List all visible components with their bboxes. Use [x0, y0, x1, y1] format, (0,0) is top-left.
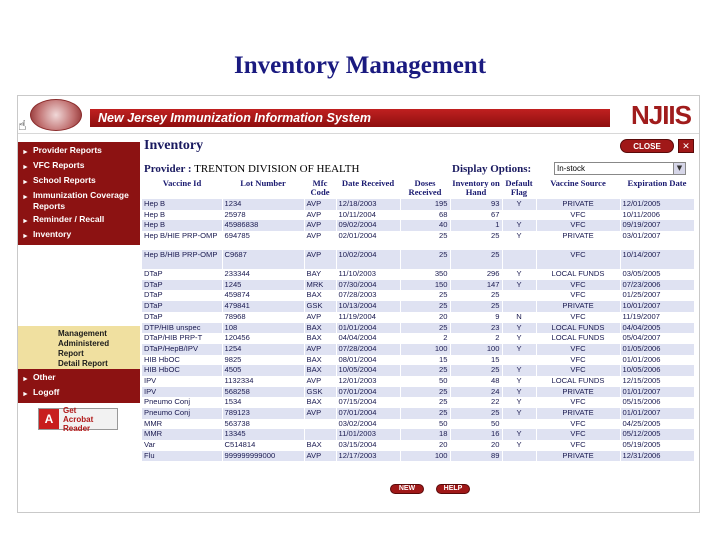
table-cell: 04/04/2004 — [336, 333, 400, 344]
table-cell: 12/17/2003 — [336, 451, 400, 462]
table-cell: 10/05/2006 — [620, 365, 694, 376]
table-cell: PRIVATE — [536, 301, 620, 312]
table-cell: 694785 — [222, 231, 304, 250]
table-cell: 01/25/2007 — [620, 290, 694, 301]
col-header-date-received[interactable]: Date Received — [336, 178, 400, 199]
table-cell: 25 — [450, 250, 502, 269]
table-cell: 11/19/2004 — [336, 312, 400, 323]
table-cell: MMR — [142, 419, 222, 430]
inventory-table-body — [142, 199, 694, 461]
table-row[interactable] — [142, 250, 694, 269]
app-title: New Jersey Immunization Information System — [98, 111, 371, 125]
table-cell: Y — [502, 220, 536, 231]
col-header-doses-received[interactable]: Doses Received — [400, 178, 450, 199]
table-cell: 07/28/2003 — [336, 290, 400, 301]
table-row[interactable] — [142, 301, 694, 312]
acrobat-text: Get Acrobat Reader — [63, 405, 94, 433]
arrow-right-icon: ► — [22, 391, 29, 398]
chevron-down-icon[interactable]: ▼ — [673, 163, 685, 174]
inventory-subnav — [18, 326, 140, 372]
table-row[interactable] — [142, 429, 694, 440]
table-cell: 100 — [400, 344, 450, 355]
table-cell: 100 — [400, 451, 450, 462]
table-cell: BAX — [304, 397, 336, 408]
arrow-right-icon: ► — [22, 179, 29, 186]
table-cell: Y — [502, 440, 536, 451]
table-cell: 01/01/2007 — [620, 408, 694, 419]
page-title: Inventory — [144, 138, 204, 153]
table-cell: 03/15/2004 — [336, 440, 400, 451]
subnav-item-detail-report[interactable]: Detail Report — [58, 359, 108, 368]
table-cell: Var — [142, 440, 222, 451]
table-cell: LOCAL FUNDS — [536, 269, 620, 280]
table-cell: Y — [502, 376, 536, 387]
table-cell: 25 — [450, 290, 502, 301]
table-cell: AVP — [304, 312, 336, 323]
table-cell: AVP — [304, 250, 336, 269]
table-cell: AVP — [304, 376, 336, 387]
table-cell: VFC — [536, 312, 620, 323]
sidebar-item-inventory[interactable]: ► Inventory — [22, 229, 72, 240]
sidebar-item-coverage-reports[interactable]: ► Immunization Coverage Reports — [22, 190, 129, 211]
table-cell: Y — [502, 269, 536, 280]
hand-cursor-icon: ☝ — [18, 118, 27, 134]
table-cell: 02/01/2004 — [336, 231, 400, 250]
table-cell: 12/18/2003 — [336, 199, 400, 210]
table-cell: 12/31/2006 — [620, 451, 694, 462]
table-cell: 1534 — [222, 397, 304, 408]
table-cell: AVP — [304, 408, 336, 419]
table-cell: 10/11/2006 — [620, 210, 694, 221]
table-cell: HIB HbOC — [142, 365, 222, 376]
table-cell: Hep B — [142, 220, 222, 231]
table-cell: HIB HbOC — [142, 355, 222, 366]
table-cell: 01/01/2004 — [336, 323, 400, 334]
table-cell: 10/01/2007 — [620, 301, 694, 312]
table-row[interactable] — [142, 210, 694, 221]
table-cell: 25 — [450, 408, 502, 419]
table-row[interactable] — [142, 323, 694, 334]
col-header-mfc-code[interactable]: Mfc Code — [304, 178, 336, 199]
table-cell: 20 — [400, 312, 450, 323]
table-cell: VFC — [536, 210, 620, 221]
table-cell: 03/05/2005 — [620, 269, 694, 280]
sidebar-item-provider-reports[interactable]: ► Provider Reports — [22, 145, 102, 156]
table-cell: 233344 — [222, 269, 304, 280]
table-cell: Y — [502, 280, 536, 291]
table-cell: 25 — [400, 301, 450, 312]
table-cell: 25 — [400, 387, 450, 398]
table-cell: 20 — [400, 440, 450, 451]
table-cell: AVP — [304, 199, 336, 210]
table-cell: 07/28/2004 — [336, 344, 400, 355]
table-cell: 147 — [450, 280, 502, 291]
table-cell: 16 — [450, 429, 502, 440]
table-cell: DTaP — [142, 312, 222, 323]
close-x-icon[interactable]: ✕ — [678, 139, 694, 153]
table-cell: 108 — [222, 323, 304, 334]
table-cell: 45986838 — [222, 220, 304, 231]
slide-title: Inventory Management — [233, 52, 487, 79]
table-cell: MRK — [304, 280, 336, 291]
table-row[interactable] — [142, 269, 694, 280]
table-cell: 07/01/2004 — [336, 387, 400, 398]
table-cell: 350 — [400, 269, 450, 280]
table-row[interactable] — [142, 451, 694, 462]
table-cell: 48 — [450, 376, 502, 387]
table-header-row — [142, 178, 694, 199]
table-cell: IPV — [142, 387, 222, 398]
help-button[interactable]: HELP — [436, 484, 470, 494]
table-row[interactable] — [142, 290, 694, 301]
inventory-table — [142, 178, 695, 461]
table-cell: Hep B/HIB PRP-OMP — [142, 250, 222, 269]
table-cell: N — [502, 312, 536, 323]
table-cell: Y — [502, 323, 536, 334]
table-cell: IPV — [142, 376, 222, 387]
table-cell: Hep B/HIE PRP-OMP — [142, 231, 222, 250]
table-cell: 25978 — [222, 210, 304, 221]
table-cell: Y — [502, 333, 536, 344]
table-cell: PRIVATE — [536, 451, 620, 462]
table-cell: 93 — [450, 199, 502, 210]
table-row[interactable] — [142, 312, 694, 323]
table-cell: DTaP — [142, 290, 222, 301]
table-cell: MMR — [142, 429, 222, 440]
table-cell: DTaP/HIB PRP-T — [142, 333, 222, 344]
table-cell: Y — [502, 231, 536, 250]
table-cell: 50 — [450, 419, 502, 430]
table-cell: 09/19/2007 — [620, 220, 694, 231]
table-row[interactable] — [142, 419, 694, 430]
table-cell: BAY — [304, 269, 336, 280]
table-cell: Y — [502, 397, 536, 408]
table-cell: 4505 — [222, 365, 304, 376]
table-cell: 18 — [400, 429, 450, 440]
table-cell: PRIVATE — [536, 387, 620, 398]
table-cell: 459874 — [222, 290, 304, 301]
table-row[interactable] — [142, 333, 694, 344]
nj-seal-icon — [30, 99, 82, 131]
subnav-item-administered-report[interactable]: Administered Report — [58, 339, 110, 358]
table-cell: 10/14/2007 — [620, 250, 694, 269]
table-cell: 01/01/2006 — [620, 355, 694, 366]
table-cell: DTP/HIB unspec — [142, 323, 222, 334]
table-cell: 03/01/2007 — [620, 231, 694, 250]
col-header-lot-number[interactable]: Lot Number — [222, 178, 304, 199]
sidebar — [18, 140, 140, 513]
arrow-right-icon: ► — [22, 194, 29, 201]
table-cell: BAX — [304, 440, 336, 451]
table-cell: 10/13/2004 — [336, 301, 400, 312]
table-cell: 1234 — [222, 199, 304, 210]
sidebar-item-reminder-recall[interactable]: ► Reminder / Recall — [22, 214, 105, 225]
sidebar-item-other[interactable]: ► Other — [22, 372, 56, 383]
table-row[interactable] — [142, 199, 694, 210]
table-cell — [304, 429, 336, 440]
table-cell: Y — [502, 365, 536, 376]
table-cell: 05/19/2005 — [620, 440, 694, 451]
table-cell: 120456 — [222, 333, 304, 344]
table-cell: 11/10/2003 — [336, 269, 400, 280]
table-row[interactable] — [142, 440, 694, 451]
table-cell: Y — [502, 199, 536, 210]
table-cell: 23 — [450, 323, 502, 334]
col-header-vaccine-source[interactable]: Vaccine Source — [536, 178, 620, 199]
table-cell: LOCAL FUNDS — [536, 376, 620, 387]
table-cell: Hep B — [142, 210, 222, 221]
table-cell: Y — [502, 429, 536, 440]
close-button[interactable]: CLOSE — [620, 139, 674, 153]
table-cell: BAX — [304, 355, 336, 366]
table-row[interactable] — [142, 365, 694, 376]
table-cell: 25 — [400, 408, 450, 419]
table-row[interactable] — [142, 408, 694, 419]
table-cell: 25 — [400, 250, 450, 269]
table-cell: 563738 — [222, 419, 304, 430]
table-cell: 40 — [400, 220, 450, 231]
table-cell: VFC — [536, 397, 620, 408]
table-cell: 68 — [400, 210, 450, 221]
table-cell: 24 — [450, 387, 502, 398]
table-cell: 150 — [400, 280, 450, 291]
sidebar-item-school-reports[interactable]: ► School Reports — [22, 175, 96, 186]
table-cell: Hep B — [142, 199, 222, 210]
table-cell: 1 — [450, 220, 502, 231]
table-cell: BAX — [304, 290, 336, 301]
sidebar-item-logoff[interactable]: ► Logoff — [22, 387, 60, 398]
table-cell: Y — [502, 408, 536, 419]
table-cell: 20 — [450, 440, 502, 451]
table-cell: VFC — [536, 365, 620, 376]
provider-label: Provider : — [144, 163, 192, 175]
table-cell: Pneumo Conj — [142, 397, 222, 408]
table-cell: Pneumo Conj — [142, 408, 222, 419]
table-cell: 08/01/2004 — [336, 355, 400, 366]
table-cell: 01/01/2007 — [620, 387, 694, 398]
get-acrobat-reader-link[interactable] — [38, 405, 118, 433]
table-cell: 999999999000 — [222, 451, 304, 462]
main-content — [142, 136, 700, 513]
table-cell: C9687 — [222, 250, 304, 269]
screenshot-frame — [17, 95, 700, 513]
table-cell — [502, 210, 536, 221]
table-cell: 07/01/2004 — [336, 408, 400, 419]
table-cell: 07/30/2004 — [336, 280, 400, 291]
table-cell: 2 — [400, 333, 450, 344]
display-options-label: Display Options: — [452, 163, 532, 175]
table-cell: 05/12/2005 — [620, 429, 694, 440]
table-cell — [502, 419, 536, 430]
table-row[interactable] — [142, 376, 694, 387]
adobe-acrobat-icon: A — [39, 409, 59, 429]
table-cell: 11/01/2003 — [336, 429, 400, 440]
table-cell: VFC — [536, 290, 620, 301]
table-cell: 789123 — [222, 408, 304, 419]
table-cell: AVP — [304, 231, 336, 250]
table-cell: LOCAL FUNDS — [536, 333, 620, 344]
table-cell: VFC — [536, 429, 620, 440]
table-cell: Y — [502, 387, 536, 398]
table-cell: DTaP — [142, 280, 222, 291]
table-cell: 2 — [450, 333, 502, 344]
table-cell: 78968 — [222, 312, 304, 323]
table-row[interactable] — [142, 280, 694, 291]
table-cell — [304, 419, 336, 430]
table-cell — [502, 301, 536, 312]
table-cell: C514814 — [222, 440, 304, 451]
table-cell: DTaP/HepB/IPV — [142, 344, 222, 355]
display-options-select[interactable] — [554, 162, 686, 175]
table-cell: GSK — [304, 387, 336, 398]
table-cell: 25 — [400, 323, 450, 334]
table-cell: 25 — [400, 397, 450, 408]
table-cell: 11/19/2007 — [620, 312, 694, 323]
table-cell: GSK — [304, 301, 336, 312]
table-cell: VFC — [536, 344, 620, 355]
table-cell: BAX — [304, 323, 336, 334]
table-cell: 1245 — [222, 280, 304, 291]
provider-row — [144, 163, 359, 175]
arrow-right-icon: ► — [22, 376, 29, 383]
table-cell: VFC — [536, 280, 620, 291]
table-cell: 09/02/2004 — [336, 220, 400, 231]
arrow-right-icon: ► — [22, 218, 29, 225]
table-cell: 04/25/2005 — [620, 419, 694, 430]
table-row[interactable] — [142, 355, 694, 366]
table-cell: 15 — [450, 355, 502, 366]
app-banner — [18, 96, 700, 134]
table-cell: LOCAL FUNDS — [536, 323, 620, 334]
table-cell: 50 — [400, 419, 450, 430]
njiis-logo: NJIIS — [630, 100, 691, 130]
table-row[interactable] — [142, 231, 694, 250]
table-cell: 05/15/2006 — [620, 397, 694, 408]
col-header-vaccine-id[interactable]: Vaccine Id — [142, 178, 222, 199]
table-cell: 10/02/2004 — [336, 250, 400, 269]
table-cell: 12/15/2005 — [620, 376, 694, 387]
table-cell: 01/05/2006 — [620, 344, 694, 355]
table-cell: VFC — [536, 440, 620, 451]
table-cell: BAX — [304, 365, 336, 376]
table-cell: 03/02/2004 — [336, 419, 400, 430]
col-header-expiration-date[interactable]: Expiration Date — [620, 178, 694, 199]
table-cell: BAX — [304, 333, 336, 344]
table-cell: PRIVATE — [536, 231, 620, 250]
table-cell: 07/15/2004 — [336, 397, 400, 408]
table-cell: 22 — [450, 397, 502, 408]
table-cell: PRIVATE — [536, 199, 620, 210]
table-cell: 07/23/2006 — [620, 280, 694, 291]
table-cell: 1254 — [222, 344, 304, 355]
table-cell: 10/11/2004 — [336, 210, 400, 221]
table-cell: 67 — [450, 210, 502, 221]
table-row[interactable] — [142, 344, 694, 355]
table-row[interactable] — [142, 387, 694, 398]
table-cell: 25 — [400, 290, 450, 301]
table-cell: 568258 — [222, 387, 304, 398]
arrow-right-icon: ► — [22, 149, 29, 156]
table-cell: 89 — [450, 451, 502, 462]
table-cell: 100 — [450, 344, 502, 355]
table-cell: 296 — [450, 269, 502, 280]
provider-value: TRENTON DIVISION OF HEALTH — [194, 163, 360, 175]
table-row[interactable] — [142, 397, 694, 408]
table-cell: 12/01/2005 — [620, 199, 694, 210]
table-cell: 13345 — [222, 429, 304, 440]
table-cell — [502, 355, 536, 366]
col-header-default-flag[interactable]: Default Flag — [502, 178, 536, 199]
table-cell: 1132334 — [222, 376, 304, 387]
arrow-right-icon: ► — [22, 164, 29, 171]
table-cell: 9 — [450, 312, 502, 323]
table-cell — [502, 250, 536, 269]
table-cell: 12/01/2003 — [336, 376, 400, 387]
col-header-inventory-on-hand[interactable]: Inventory on Hand — [450, 178, 502, 199]
new-button[interactable]: NEW — [390, 484, 424, 494]
table-cell: VFC — [536, 220, 620, 231]
table-cell: 25 — [450, 301, 502, 312]
table-cell: 05/04/2007 — [620, 333, 694, 344]
table-cell: 50 — [400, 376, 450, 387]
table-cell: AVP — [304, 220, 336, 231]
table-cell: VFC — [536, 355, 620, 366]
table-cell: PRIVATE — [536, 408, 620, 419]
table-cell: 04/04/2005 — [620, 323, 694, 334]
table-cell: AVP — [304, 344, 336, 355]
table-row[interactable] — [142, 220, 694, 231]
sidebar-nav — [18, 142, 140, 245]
table-cell — [502, 451, 536, 462]
table-cell: 25 — [400, 231, 450, 250]
table-cell: AVP — [304, 210, 336, 221]
table-cell: 479841 — [222, 301, 304, 312]
subnav-item-management[interactable]: Management — [58, 329, 107, 338]
table-cell: Y — [502, 344, 536, 355]
table-cell: 195 — [400, 199, 450, 210]
display-options-value: In-stock — [557, 164, 586, 173]
table-cell — [502, 290, 536, 301]
table-cell: VFC — [536, 250, 620, 269]
table-cell: Flu — [142, 451, 222, 462]
table-cell: DTaP — [142, 301, 222, 312]
table-cell: VFC — [536, 419, 620, 430]
table-cell: 25 — [400, 365, 450, 376]
arrow-right-icon: ► — [22, 233, 29, 240]
table-cell: 9825 — [222, 355, 304, 366]
table-cell: 25 — [450, 365, 502, 376]
sidebar-item-vfc-reports[interactable]: ► VFC Reports — [22, 160, 85, 171]
table-cell: 25 — [450, 231, 502, 250]
table-cell: AVP — [304, 451, 336, 462]
table-cell: 15 — [400, 355, 450, 366]
sidebar-nav-secondary — [18, 369, 140, 403]
table-cell: 10/05/2004 — [336, 365, 400, 376]
table-cell: DTaP — [142, 269, 222, 280]
